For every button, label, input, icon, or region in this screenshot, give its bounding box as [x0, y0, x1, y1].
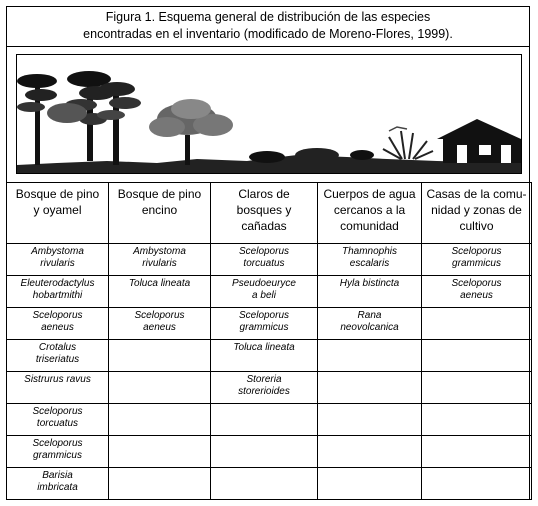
species-cell — [7, 276, 109, 308]
species-name-line: Crotalus — [38, 342, 77, 353]
species-name-line: Sceloporus — [32, 310, 83, 321]
species-name-line: Storeria — [246, 374, 282, 385]
species-cell — [318, 372, 422, 404]
species-cell — [7, 436, 109, 468]
header-cell: Claros de bosques y cañadas — [211, 183, 318, 244]
species-name-line: rivularis — [40, 258, 75, 269]
header-row — [7, 183, 532, 244]
species-cell — [422, 468, 532, 500]
species-name-line: grammicus — [239, 322, 289, 333]
species-cell — [211, 276, 318, 308]
house — [437, 119, 521, 163]
species-name-line: aeneus — [143, 322, 176, 333]
species-cell — [422, 244, 532, 276]
species-name-line: hobartmithi — [32, 290, 83, 301]
species-name-line: Pseudoeuryce — [232, 278, 296, 289]
species-name-line: Sceloporus — [238, 310, 290, 321]
table-row — [7, 276, 532, 308]
landscape-drawing — [17, 55, 521, 173]
species-cell — [422, 276, 532, 308]
caption-line-1: Figura 1. Esquema general de distribución de las especies — [105, 10, 431, 24]
species-cell — [7, 308, 109, 340]
table-row — [7, 244, 532, 276]
species-name-line: a beli — [252, 290, 276, 301]
species-cell — [211, 244, 318, 276]
species-cell — [211, 404, 318, 436]
species-name-line: Rana — [357, 310, 382, 321]
species-name-line: Ambystoma — [31, 246, 84, 257]
species-name-line: imbricata — [37, 482, 78, 493]
species-name-line: Sceloporus — [238, 246, 290, 257]
species-name-line: rivularis — [142, 258, 177, 269]
caption-line-2: encontradas en el inventario (modificado de Moreno-Flores, 1999). — [83, 27, 453, 41]
pine-trees — [17, 71, 141, 165]
species-cell — [318, 340, 422, 372]
species-name-line: Sceloporus — [134, 310, 185, 321]
species-cell — [318, 404, 422, 436]
species-cell — [422, 308, 532, 340]
table-row — [7, 340, 532, 372]
species-cell — [7, 404, 109, 436]
species-distribution-table — [6, 182, 532, 500]
species-cell — [422, 436, 532, 468]
species-cell — [109, 340, 211, 372]
species-cell — [422, 372, 532, 404]
species-name-line: Toluca lineata — [128, 278, 191, 289]
species-name-line: storerioides — [238, 386, 290, 397]
header-cell: Casas de la comu- nidad y zonas de cultivo — [422, 183, 532, 244]
table-row — [7, 436, 532, 468]
caption-divider — [7, 46, 529, 47]
species-name-line: Eleuterodactylus — [20, 278, 95, 289]
species-name-line: torcuatus — [36, 418, 79, 429]
species-cell — [318, 276, 422, 308]
species-name-line: aeneus — [460, 290, 493, 301]
species-cell — [211, 372, 318, 404]
table-row — [7, 372, 532, 404]
species-name-line: Sceloporus — [32, 438, 83, 449]
species-cell — [318, 468, 422, 500]
table-body — [7, 244, 532, 500]
species-cell — [422, 404, 532, 436]
species-cell — [7, 244, 109, 276]
species-cell — [109, 372, 211, 404]
header-cell: Cuerpos de agua cercanos a la comunidad — [318, 183, 422, 244]
species-cell — [7, 340, 109, 372]
species-cell — [109, 308, 211, 340]
table-row — [7, 468, 532, 500]
species-name-line: Ambystoma — [133, 246, 186, 257]
species-cell — [109, 468, 211, 500]
species-name-line: Sceloporus — [451, 246, 502, 257]
species-cell — [211, 436, 318, 468]
species-cell — [211, 340, 318, 372]
figure-caption — [7, 7, 529, 47]
species-name-line: Toluca lineata — [233, 342, 295, 353]
species-cell — [318, 436, 422, 468]
species-cell — [109, 244, 211, 276]
species-name-line: grammicus — [33, 450, 82, 461]
header-cell: Bosque de pino encino — [109, 183, 211, 244]
species-cell — [211, 308, 318, 340]
species-cell — [109, 436, 211, 468]
landscape-illustration — [16, 54, 522, 174]
species-cell — [7, 372, 109, 404]
header-cell: Bosque de pino y oyamel — [7, 183, 109, 244]
species-name-line: escalaris — [349, 258, 390, 269]
agave-plant — [383, 131, 433, 159]
species-cell — [109, 276, 211, 308]
species-name-line: Sceloporus — [451, 278, 502, 289]
species-name-line: aeneus — [41, 322, 74, 333]
oak-tree — [149, 99, 233, 165]
species-name-line: Sistrurus ravus — [24, 374, 91, 385]
species-name-line: Barisia — [42, 470, 73, 481]
species-cell — [318, 244, 422, 276]
species-name-line: torcuatus — [243, 258, 285, 269]
species-name-line: Thamnophis — [341, 246, 398, 257]
species-cell — [318, 308, 422, 340]
table-row — [7, 308, 532, 340]
species-name-line: grammicus — [452, 258, 501, 269]
species-cell — [109, 404, 211, 436]
species-name-line: Sceloporus — [32, 406, 83, 417]
species-cell — [422, 340, 532, 372]
table-row — [7, 404, 532, 436]
species-cell — [211, 468, 318, 500]
species-name-line: neovolcanica — [340, 322, 399, 333]
species-name-line: Hyla bistincta — [339, 278, 400, 289]
species-cell — [7, 468, 109, 500]
species-name-line: triseriatus — [35, 354, 80, 365]
